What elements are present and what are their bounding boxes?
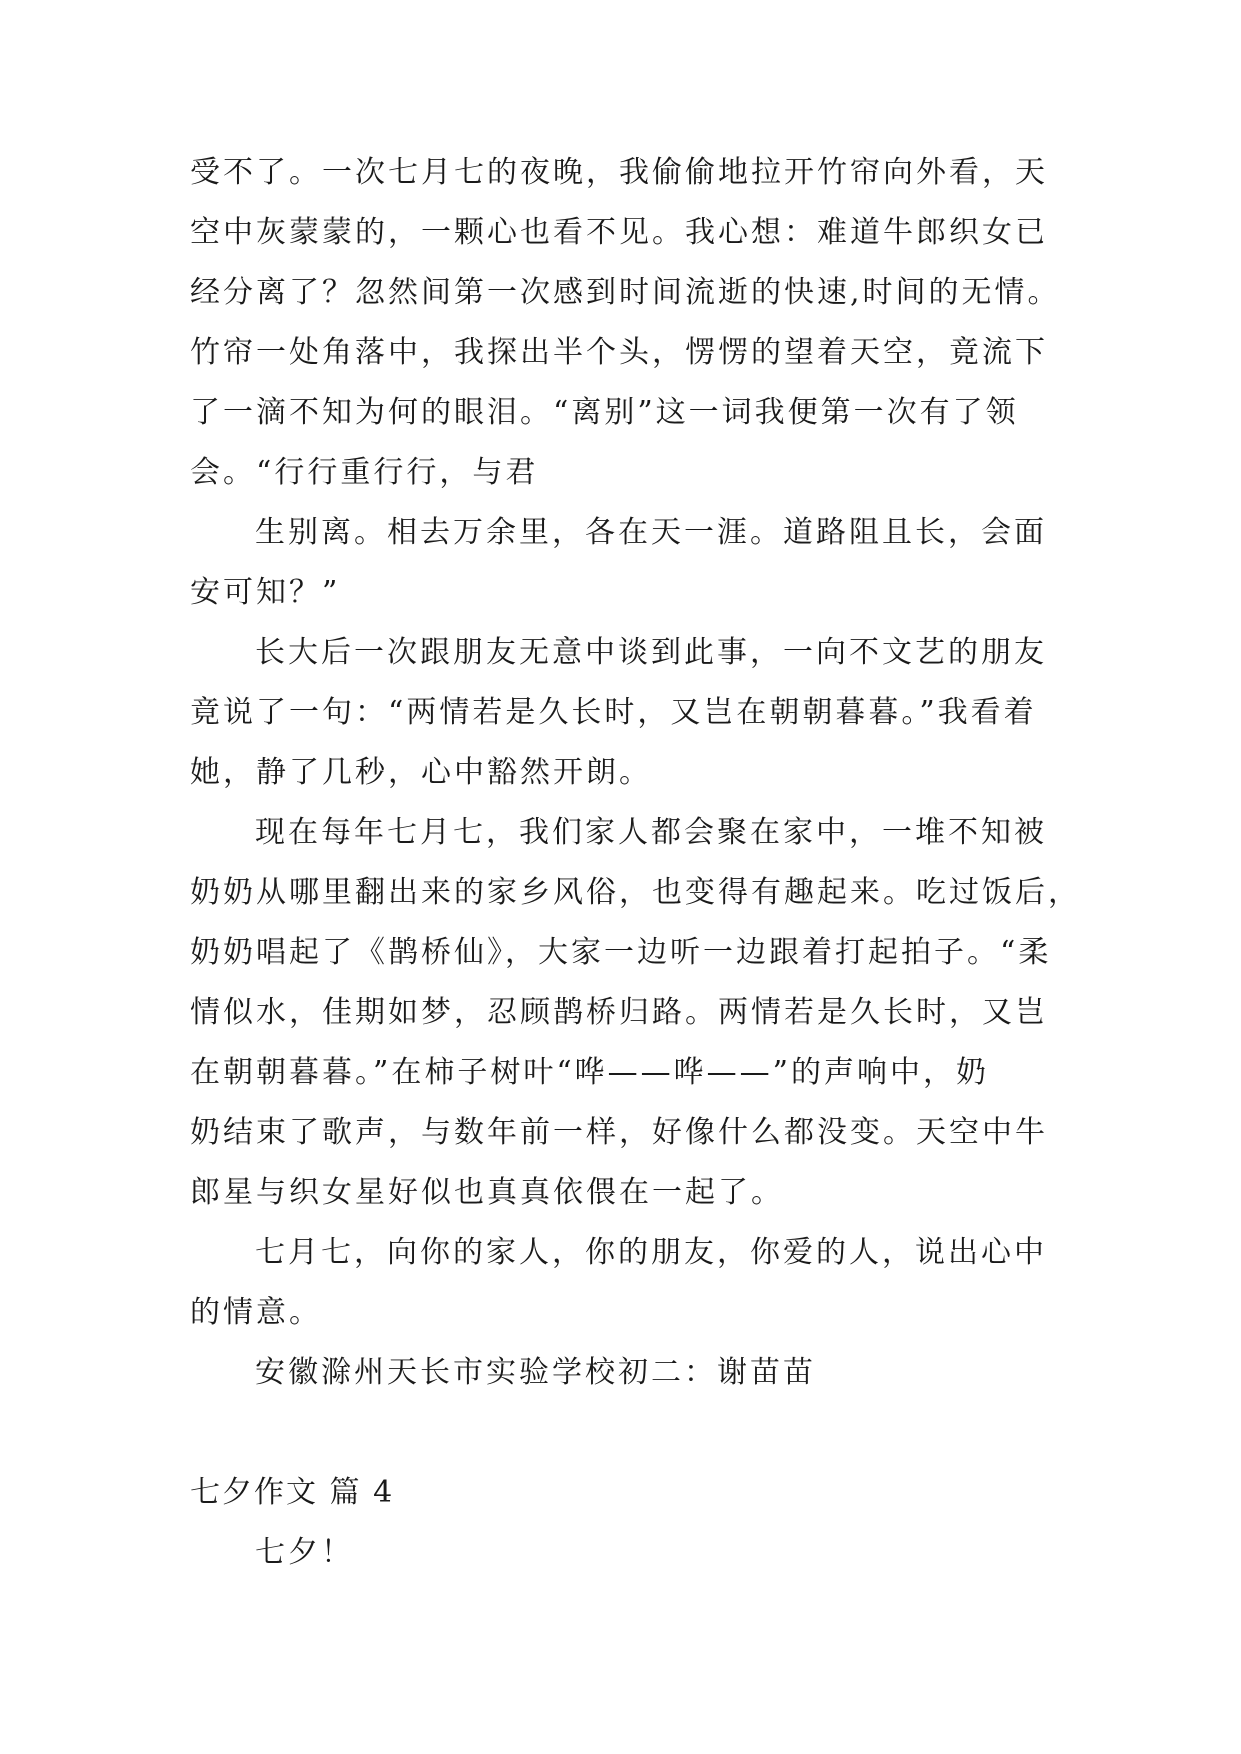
text-line: 现在每年七月七，我们家人都会聚在家中，一堆不知被: [255, 815, 1047, 850]
text-line: 安可知？”: [190, 575, 341, 610]
text-line: 在朝朝暮暮。”在柿子树叶“哗——哗——”的声响中，奶: [190, 1055, 990, 1090]
text-line: 受不了。一次七月七的夜晚，我偷偷地拉开竹帘向外看，天: [190, 155, 1048, 190]
text-line: 经分离了？忽然间第一次感到时间流逝的快速,时间的无情。: [190, 275, 1061, 310]
text-line: 生别离。相去万余里，各在天一涯。道路阻且长，会面: [255, 515, 1047, 550]
text-line: 她，静了几秒，心中豁然开朗。: [190, 755, 652, 790]
text-line: 竟说了一句：“两情若是久长时，又岂在朝朝暮暮。”我看着: [190, 695, 1037, 730]
text-line: 七月七，向你的家人，你的朋友，你爱的人，说出心中: [255, 1235, 1047, 1270]
author-signature: 安徽滁州天长市实验学校初二：谢苗苗: [255, 1355, 816, 1390]
text-line: 空中灰蒙蒙的，一颗心也看不见。我心想：难道牛郎织女已: [190, 215, 1048, 250]
text-line: 郎星与织女星好似也真真依偎在一起了。: [190, 1175, 784, 1210]
text-line: 了一滴不知为何的眼泪。“离别”这一词我便第一次有了领: [190, 395, 1019, 430]
text-line: 情似水，佳期如梦，忍顾鹊桥归路。两情若是久长时，又岂: [190, 995, 1048, 1030]
section-heading: 七夕作文 篇 4: [190, 1475, 395, 1510]
text-line: 奶结束了歌声，与数年前一样，好像什么都没变。天空中牛: [190, 1115, 1048, 1150]
text-line: 奶奶唱起了《鹊桥仙》，大家一边听一边跟着打起拍子。“柔: [190, 935, 1052, 970]
text-line: 竹帘一处角落中，我探出半个头，愣愣的望着天空，竟流下: [190, 335, 1048, 370]
text-line: 长大后一次跟朋友无意中谈到此事，一向不文艺的朋友: [255, 635, 1047, 670]
text-line: 的情意。: [190, 1295, 322, 1330]
text-line: 奶奶从哪里翻出来的家乡风俗，也变得有趣起来。吃过饭后，: [190, 875, 1081, 910]
text-line: 七夕！: [255, 1535, 354, 1570]
text-line: 会。“行行重行行，与君: [190, 455, 539, 490]
